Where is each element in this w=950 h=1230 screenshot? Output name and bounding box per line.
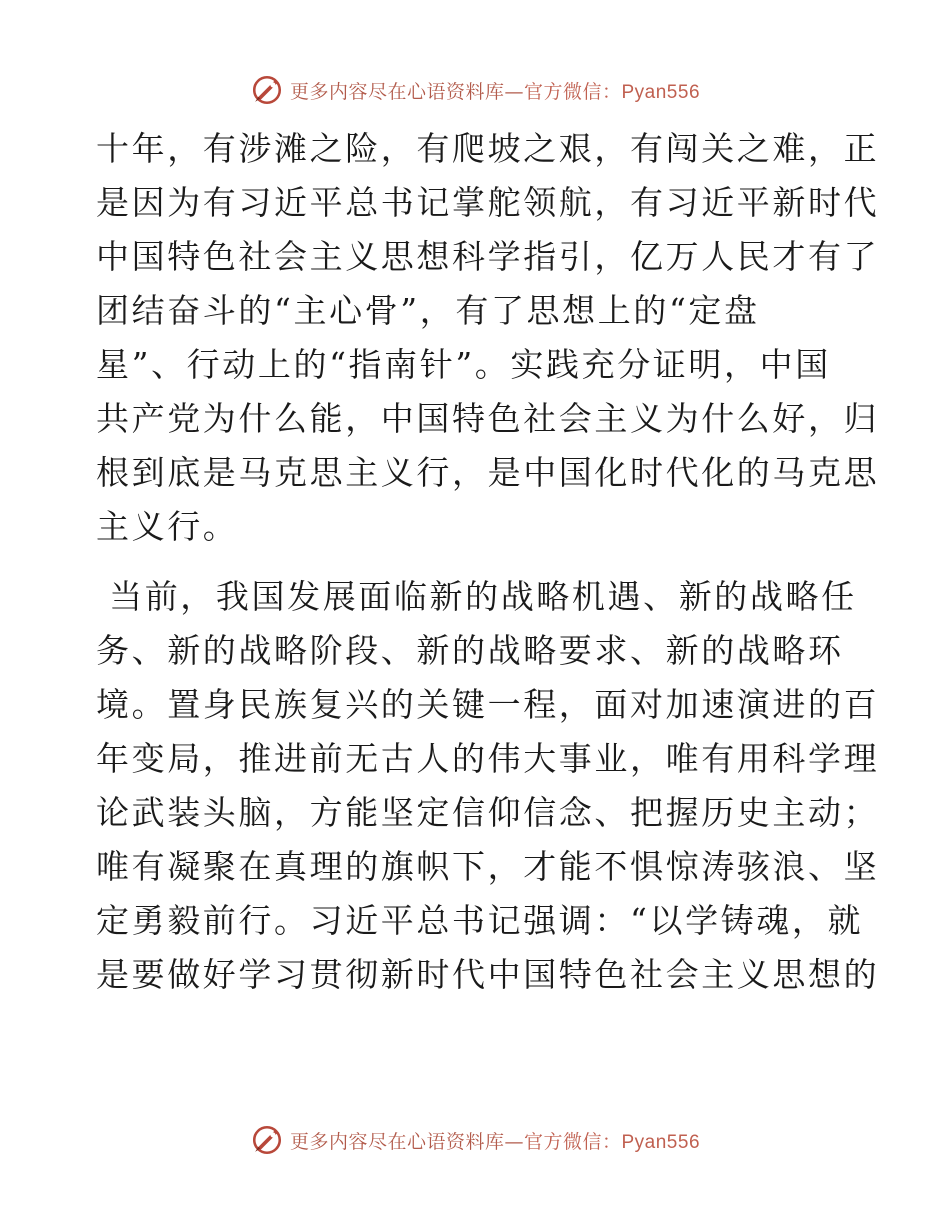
banner-text — [290, 77, 700, 104]
document-body — [96, 122, 880, 1002]
text-line: 中国特色社会主义思想科学指引，亿万人民才有了 — [96, 237, 880, 276]
text-line: 定勇毅前行。习近平总书记强调：“以学铸魂，就 — [96, 901, 864, 940]
banner-wechat-id: Pyan556 — [621, 1131, 701, 1153]
quill-pen-logo-icon — [250, 73, 284, 107]
text-line: 团结奋斗的“主心骨”，有了思想上的“定盘 — [96, 291, 760, 330]
banner-wechat-label: 官方微信： — [523, 1130, 622, 1153]
text-line: 星”、行动上的“指南针”。实践充分证明，中国 — [96, 345, 831, 384]
paragraph-1 — [96, 122, 880, 554]
text-line: 根到底是马克思主义行，是中国化时代化的马克思 — [96, 453, 880, 492]
text-line: 是因为有习近平总书记掌舵领航，有习近平新时代 — [96, 183, 880, 222]
text-line: 十年，有涉滩之险，有爬坡之艰，有闯关之难，正 — [96, 129, 880, 168]
text-line: 主义行。 — [96, 507, 239, 546]
text-line: 务、新的战略阶段、新的战略要求、新的战略环 — [96, 631, 844, 670]
banner-text — [290, 1127, 700, 1154]
paragraph-2 — [96, 570, 880, 1002]
banner-dash: — — [504, 1130, 524, 1153]
text-line: 共产党为什么能，中国特色社会主义为什么好，归 — [96, 399, 880, 438]
text-line: 年变局，推进前无古人的伟大事业，唯有用科学理 — [96, 739, 880, 778]
text-line: 境。置身民族复兴的关键一程，面对加速演进的百 — [96, 685, 880, 724]
text-line: 唯有凝聚在真理的旗帜下，才能不惧惊涛骇浪、坚 — [96, 847, 880, 886]
footer-banner — [0, 1120, 950, 1160]
header-banner — [0, 70, 950, 110]
banner-site-name: 更多内容尽在心语资料库 — [289, 80, 505, 103]
text-line: 是要做好学习贯彻新时代中国特色社会主义思想的 — [96, 955, 880, 994]
text-line: 论武装头脑，方能坚定信仰信念、把握历史主动； — [96, 793, 880, 832]
banner-wechat-label: 官方微信： — [523, 80, 622, 103]
banner-site-name: 更多内容尽在心语资料库 — [289, 1130, 505, 1153]
quill-pen-logo-icon — [250, 1123, 284, 1157]
text-line: 当前，我国发展面临新的战略机遇、新的战略任 — [96, 577, 857, 616]
banner-dash: — — [504, 80, 524, 103]
banner-wechat-id: Pyan556 — [621, 81, 701, 103]
paragraph-gap — [96, 554, 856, 570]
